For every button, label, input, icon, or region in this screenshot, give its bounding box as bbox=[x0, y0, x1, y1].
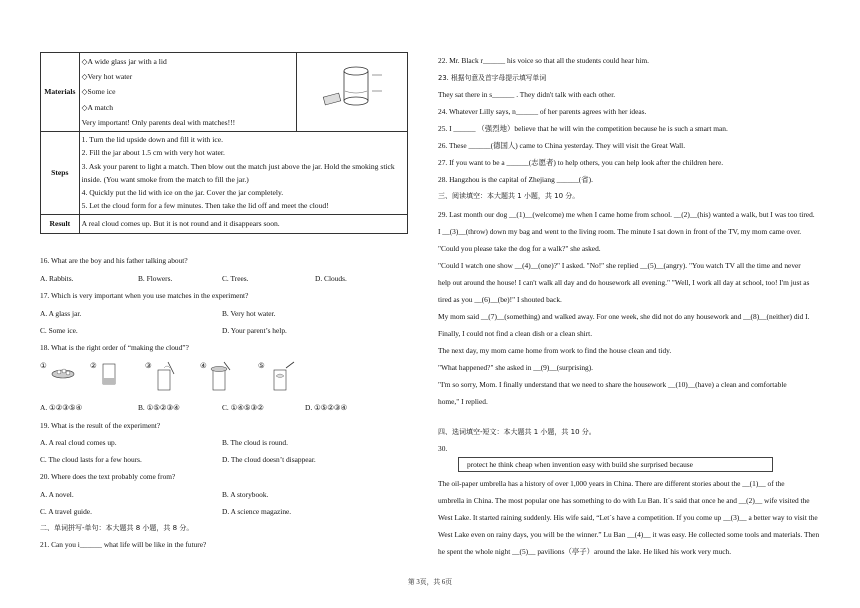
passage-30 bbox=[438, 475, 823, 560]
option: A. A real cloud comes up. bbox=[40, 438, 117, 447]
question-23: 23. 根据句意及首字母提示填写单词 bbox=[438, 74, 547, 82]
step-item: 3. Ask your parent to light a match. Then blow out the match just above the jar. Hold the smoking stick inside. (You want smoke from the match to fill the jar.) bbox=[81, 161, 395, 184]
question-24: 24. Whatever Lilly says, n______ of her parents agrees with her ideas. bbox=[438, 107, 647, 116]
material-item: ◇Some ice bbox=[81, 87, 116, 97]
question-18: 18. What is the right order of “making the cloud”? bbox=[40, 343, 189, 352]
option: C. Some ice. bbox=[40, 326, 78, 335]
passage-line: The oil-paper umbrella has a history of over 1,000 years in China. There are different stories about the __(1)__ of the bbox=[438, 479, 785, 488]
materials-cell bbox=[79, 53, 296, 132]
ice-lid-picture bbox=[50, 364, 76, 380]
passage-line: he spent the whole night __(5)__ pavilions（亭子）around the lake. He liked his work very much. bbox=[438, 547, 732, 556]
experiment-table bbox=[40, 52, 408, 234]
option: C. Trees. bbox=[222, 274, 249, 283]
question-20: 20. Where does the text probably come from? bbox=[40, 472, 176, 481]
option: C. ①④⑤③② bbox=[222, 403, 264, 412]
option: B. A storybook. bbox=[222, 490, 269, 499]
materials-image-cell bbox=[296, 53, 407, 132]
jar-lid-picture bbox=[208, 360, 232, 392]
section-heading: 三、阅读填空：本大题共 1 小题，共 10 分。 bbox=[438, 192, 580, 200]
option: A. Rabbits. bbox=[40, 274, 74, 283]
materials-label: Materials bbox=[41, 53, 80, 132]
jar-match-picture bbox=[152, 360, 182, 392]
option: D. A science magazine. bbox=[222, 507, 292, 516]
passage-line: Finally, I could not find a clean dish or a clean shirt. bbox=[438, 329, 593, 338]
materials-row bbox=[41, 53, 408, 132]
passage-line: help out around the house! I can't walk all day and do housework all evening." "Well, I work all day at school, too! I'm just as bbox=[438, 278, 810, 287]
word-bank-box: protect he think cheap when invention easy with build she surprised because bbox=[458, 457, 773, 472]
question-27: 27. If you want to be a ______(志愿者) to help others, you can help look after the children here. bbox=[438, 158, 724, 167]
option: D. Your parent’s help. bbox=[222, 326, 287, 335]
option: D. The cloud doesn’t disappear. bbox=[222, 455, 316, 464]
picture-marker: ④ bbox=[200, 361, 207, 370]
passage-line: "Could I watch one show __(4)__(one)?" I asked. "No!" she replied __(5)__(angry). "You watch TV all the time and never bbox=[438, 261, 801, 270]
steps-cell bbox=[79, 131, 407, 214]
passage-line: umbrella in China. The most popular one has something to do with Lu Ban. It`s said that once he and __(2)__ wife visited the bbox=[438, 496, 810, 505]
question-16: 16. What are the boy and his father talking about? bbox=[40, 256, 188, 265]
option: C. A travel guide. bbox=[40, 507, 92, 516]
question-22: 22. Mr. Black r______ his voice so that all the students could hear him. bbox=[438, 56, 650, 65]
option: B. ①⑤②③④ bbox=[138, 403, 180, 412]
passage-line: West Lake even on rainy days, you will be the winner.” Lu Ban __(4)__ it was easy. He collected some tools and materials. Then bbox=[438, 530, 820, 539]
option: D. ①⑤②③④ bbox=[305, 403, 348, 412]
material-item: ◇A wide glass jar with a lid bbox=[81, 57, 167, 66]
result-label: Result bbox=[41, 214, 80, 233]
jar-illustration bbox=[312, 61, 392, 121]
left-column bbox=[40, 52, 420, 549]
picture-marker: ② bbox=[90, 361, 97, 370]
question-21: 21. Can you i______ what life will be like in the future? bbox=[40, 540, 207, 549]
passage-line: The next day, my mom came home from work to find the house clean and tidy. bbox=[438, 346, 672, 355]
option: B. Flowers. bbox=[138, 274, 173, 283]
passage-line: West Lake. It started raining suddenly. His wife said, “Let`s have a competition. If you come up __(3)__ a better way to visit the bbox=[438, 513, 818, 522]
passage-line: 29. Last month our dog __(1)__(welcome) me when I came home from school. __(2)__(his) wanted a walk, but I was too tired. bbox=[438, 210, 815, 219]
cloud-jar-picture bbox=[268, 360, 298, 392]
jar-water-picture bbox=[100, 360, 118, 388]
passage-line: I __(3)__(throw) down my bag and went to the living room. The minute I sat down in front of the TV, my mom came over. bbox=[438, 227, 802, 236]
picture-marker: ① bbox=[40, 361, 47, 370]
section-heading: 二、单词拼写-单句：本大题共 8 小题，共 8 分。 bbox=[40, 524, 194, 532]
option: C. The cloud lasts for a few hours. bbox=[40, 455, 142, 464]
step-item: 5. Let the cloud form for a few minutes. Then take the lid off and meet the cloud! bbox=[81, 201, 329, 211]
passage-line: tired as you __(6)__(be)!" I shouted back. bbox=[438, 295, 562, 304]
question-17: 17. Which is very important when you use matches in the experiment? bbox=[40, 291, 249, 300]
material-item: ◇A match bbox=[81, 102, 114, 112]
option: A. ①②③⑤④ bbox=[40, 403, 83, 412]
steps-row bbox=[41, 131, 408, 214]
question-26: 26. These ______(德国人) came to China yesterday. They will visit the Great Wall. bbox=[438, 141, 686, 150]
material-warning: Very important! Only parents deal with matches!!! bbox=[81, 117, 236, 127]
option: B. The cloud is round. bbox=[222, 438, 288, 447]
question-30: 30. bbox=[438, 444, 448, 453]
steps-label: Steps bbox=[41, 131, 80, 214]
order-pictures bbox=[40, 360, 420, 396]
passage-line: "What happened?" she asked in __(9)__(surprising). bbox=[438, 363, 594, 372]
question-23-sentence: They sat there in s______ . They didn't talk with each other. bbox=[438, 90, 616, 99]
passage-29 bbox=[438, 206, 823, 410]
step-item: 1. Turn the lid upside down and fill it with ice. bbox=[81, 134, 223, 144]
picture-marker: ⑤ bbox=[258, 361, 265, 370]
page-footer: 第 3页，共 6页 bbox=[407, 579, 453, 586]
option: D. Clouds. bbox=[315, 274, 347, 283]
option: A. A novel. bbox=[40, 490, 74, 499]
option: B. Very hot water. bbox=[222, 309, 276, 318]
result-row bbox=[41, 214, 408, 233]
material-item: ◇Very hot water bbox=[81, 72, 133, 82]
step-item: 2. Fill the jar about 1.5 cm with very hot water. bbox=[81, 148, 225, 158]
passage-line: "Could you please take the dog for a walk?" she asked. bbox=[438, 244, 601, 253]
option: A. A glass jar. bbox=[40, 309, 82, 318]
result-cell: A real cloud comes up. But it is not round and it disappears soon. bbox=[79, 214, 407, 233]
passage-line: "I'm so sorry, Mom. I finally understand that we need to share the housework __(10)__(have) a clean and comfortable bbox=[438, 380, 787, 389]
question-25: 25. I ______ （强烈地）believe that he will win the competition because he is such a smart man. bbox=[438, 124, 728, 133]
passage-line: home," I replied. bbox=[438, 397, 488, 406]
section-heading: 四、选词填空-短文：本大题共 1 小题，共 10 分。 bbox=[438, 428, 596, 436]
picture-marker: ③ bbox=[145, 361, 152, 370]
step-item: 4. Quickly put the lid with ice on the jar. Cover the jar completely. bbox=[81, 188, 284, 198]
question-28: 28. Hangzhou is the capital of Zhejiang ______(省). bbox=[438, 175, 593, 184]
passage-line: My mom said __(7)__(something) and walked away. For one week, she did not do any housework and __(8)__(neither) did I. bbox=[438, 312, 810, 321]
question-19: 19. What is the result of the experiment? bbox=[40, 421, 161, 430]
